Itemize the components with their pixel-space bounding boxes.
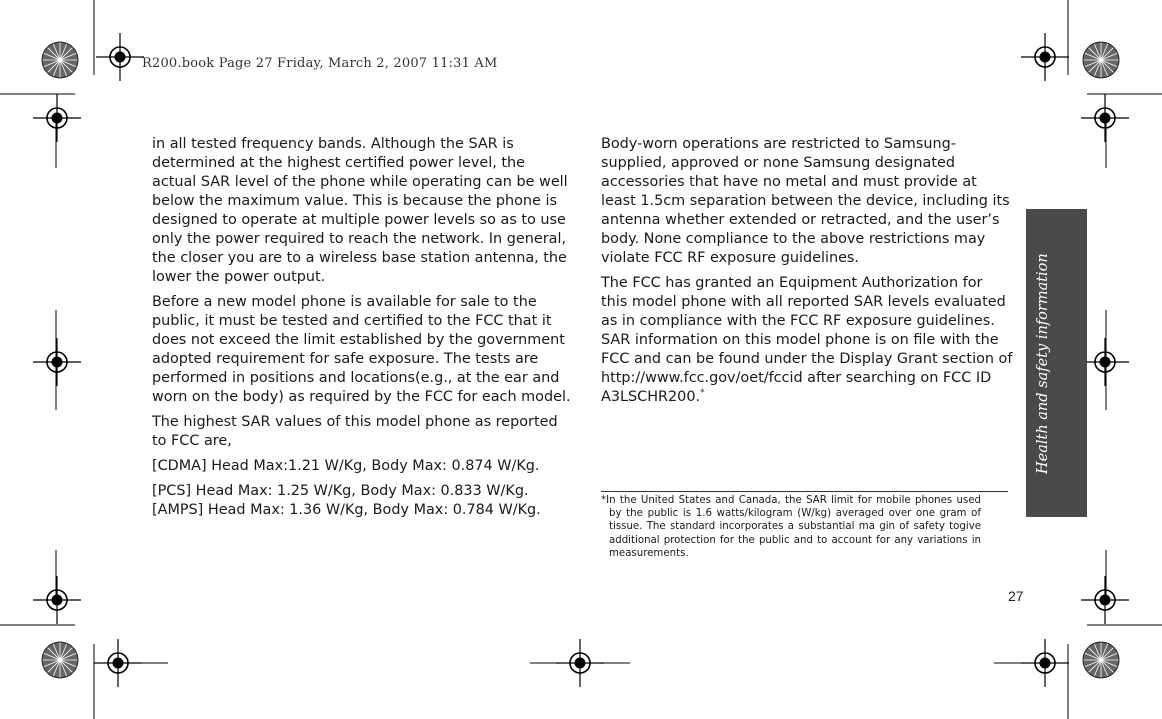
- paragraph-body-worn: Body-worn operations are restricted to Samsung-supplied, approved or none Samsung designated accessories that have no metal and must provide at least 1.5cm separation between the device, including its antenna whether extended or retracted, and the user’s body. None compliance to the above restrictions may violate FCC RF exposure guidelines.: [601, 136, 1010, 266]
- footnote-marker: *: [700, 388, 705, 399]
- page-number: 27: [1008, 588, 1024, 604]
- sar-value-cdma: [CDMA] Head Max:1.21 W/Kg, Body Max: 0.874 W/Kg.: [152, 458, 540, 474]
- side-tab-label: Health and safety information: [1035, 253, 1051, 475]
- book-page-stamp: R200.book Page 27 Friday, March 2, 2007 11:31 AM: [142, 56, 498, 71]
- footnote-divider: [601, 491, 1008, 492]
- paragraph-fcc-certification: Before a new model phone is available for sale to the public, it must be tested and certified to the FCC that it does not exceed the limit established by the government adopted requirement for safe exposure. The tests are performed in positions and locations(e.g., at the ear and worn on the body) as required by the FCC for each model.: [152, 294, 571, 405]
- right-column: [601, 135, 1013, 413]
- paragraph-sar-levels: in all tested frequency bands. Although the SAR is determined at the highest certified power level, the actual SAR level of the phone while operating can be well below the maximum value. This is because the phone is designed to operate at multiple power levels so as to use only the power required to reach the network. In general, the closer you are to a wireless base station antenna, the lower the power output.: [152, 136, 568, 285]
- sar-value-amps: [AMPS] Head Max: 1.36 W/Kg, Body Max: 0.784 W/Kg.: [152, 502, 541, 518]
- sar-value-pcs: [PCS] Head Max: 1.25 W/Kg, Body Max: 0.833 W/Kg.: [152, 483, 529, 499]
- paragraph-highest-sar-intro: The highest SAR values of this model phone as reported to FCC are,: [152, 414, 558, 449]
- footnote-sar-limit: *In the United States and Canada, the SAR limit for mobile phones used by the public is 1.6 watts/kilogram (W/kg) averaged over one gram of tissue. The standard incorporates a substantial ma gin of safety togive additional protection for the public and to account for any variations in measurements.: [601, 495, 981, 559]
- paragraph-equipment-authorization: [601, 274, 1013, 407]
- equipment-authorization-text: The FCC has granted an Equipment Authorization for this model phone with all reported SAR levels evaluated as in compliance with the FCC RF exposure guidelines. SAR information on this model phone is on file with the FCC and can be found under the Display Grant section of http://www.fcc.gov/oet/fccid after searching on FCC ID A3LSCHR200.: [601, 275, 1013, 405]
- left-column: [152, 135, 572, 526]
